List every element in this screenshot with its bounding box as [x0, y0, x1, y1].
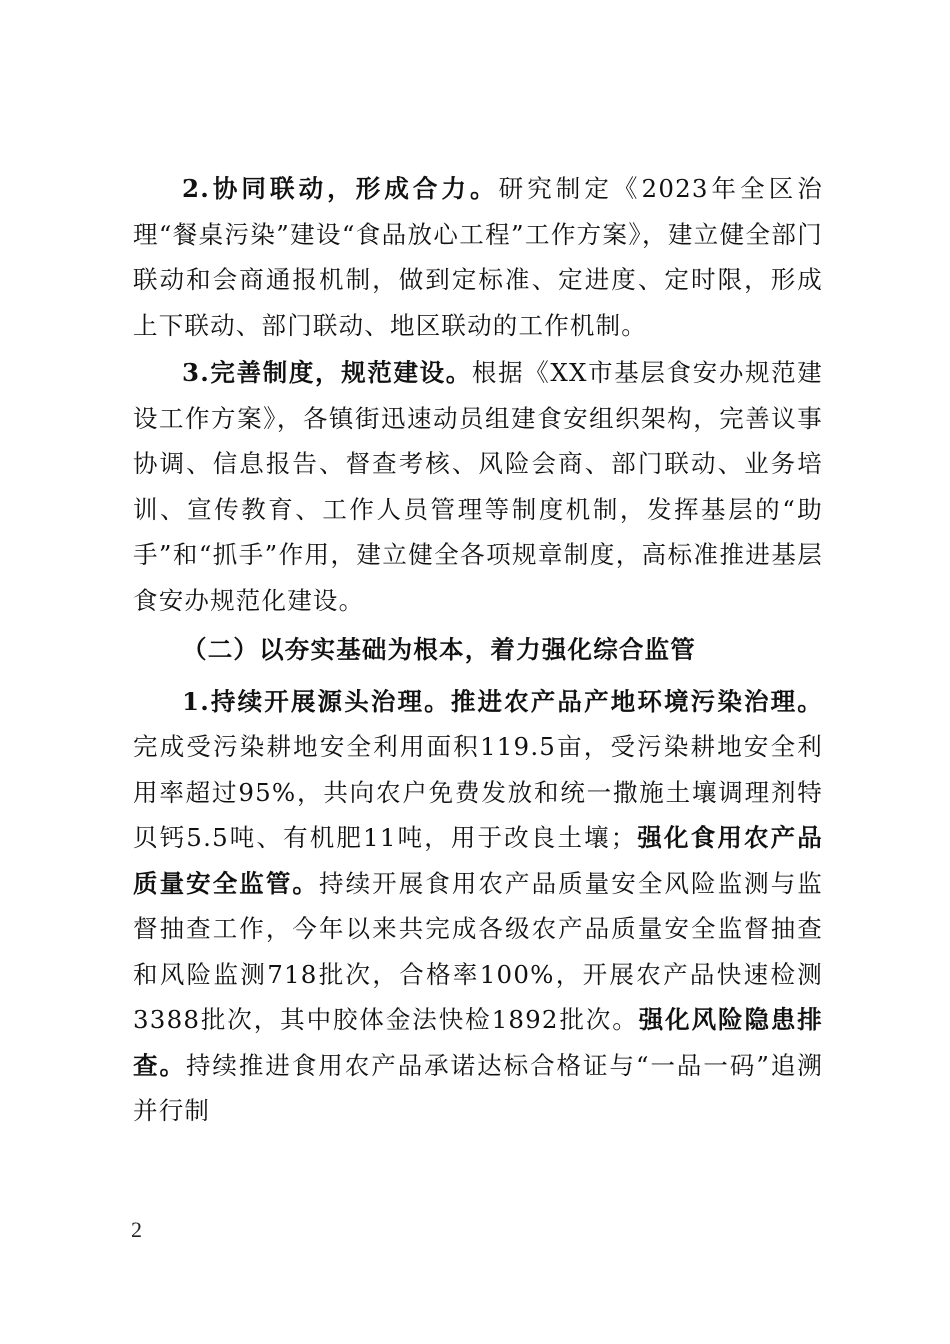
page-number: 2 [131, 1217, 142, 1242]
paragraph-text: 完成受污染耕地安全利用面积119.5亩，受污染耕地安全利用率超过95%，共向农户免费发放和统一撒施土壤调理剂特贝钙5.5吨、有机肥11吨，用于改良土壤； [133, 732, 823, 852]
paragraph-lead: 2.协同联动，形成合力。 [182, 174, 499, 203]
paragraph-text: 根据《XX市基层食安办规范建设工作方案》，各镇街迅速动员组建食安组织架构，完善议事协调、信息报告、督查考核、风险会商、部门联动、业务培训、宣传教育、工作人员管理等制度机制，发挥基层的“助手”和“抓手”作用，建立健全各项规章制度，高标准推进基层食安办规范化建设。 [133, 358, 823, 615]
paragraph-lead: 1.持续开展源头治理。 [182, 686, 451, 716]
section-heading: （二）以夯实基础为根本，着力强化综合监管 [182, 635, 696, 664]
paragraph-system [133, 350, 823, 623]
paragraph-coordination [133, 166, 823, 348]
paragraph-text: 持续推进食用农产品承诺达标合格证与“一品一码”追溯并行制 [133, 1050, 823, 1125]
document-body [133, 166, 823, 1136]
emphasis-text: 强化食用农产品质量安全监管。 [133, 823, 823, 898]
paragraph-source-governance [133, 679, 823, 1134]
paragraph-text: 研究制定《2023年全区治理“餐桌污染”建设“食品放心工程”工作方案》，建立健全部门联动和会商通报机制，做到定标准、定进度、定时限，形成上下联动、部门联动、地区联动的工作机制。 [133, 174, 823, 340]
paragraph-lead: 3.完善制度，规范建设。 [182, 358, 472, 387]
paragraph-text: 持续开展食用农产品质量安全风险监测与监督抽查工作，今年以来共完成各级农产品质量安全监督抽查和风险监测718批次，合格率100%，开展农产品快速检测3388批次，其中胶体金法快检1892批次。 [133, 868, 823, 1034]
emphasis-text: 强化风险隐患排查。 [133, 1005, 823, 1080]
emphasis-text: 推进农产品产地环境污染治理。 [450, 686, 823, 716]
